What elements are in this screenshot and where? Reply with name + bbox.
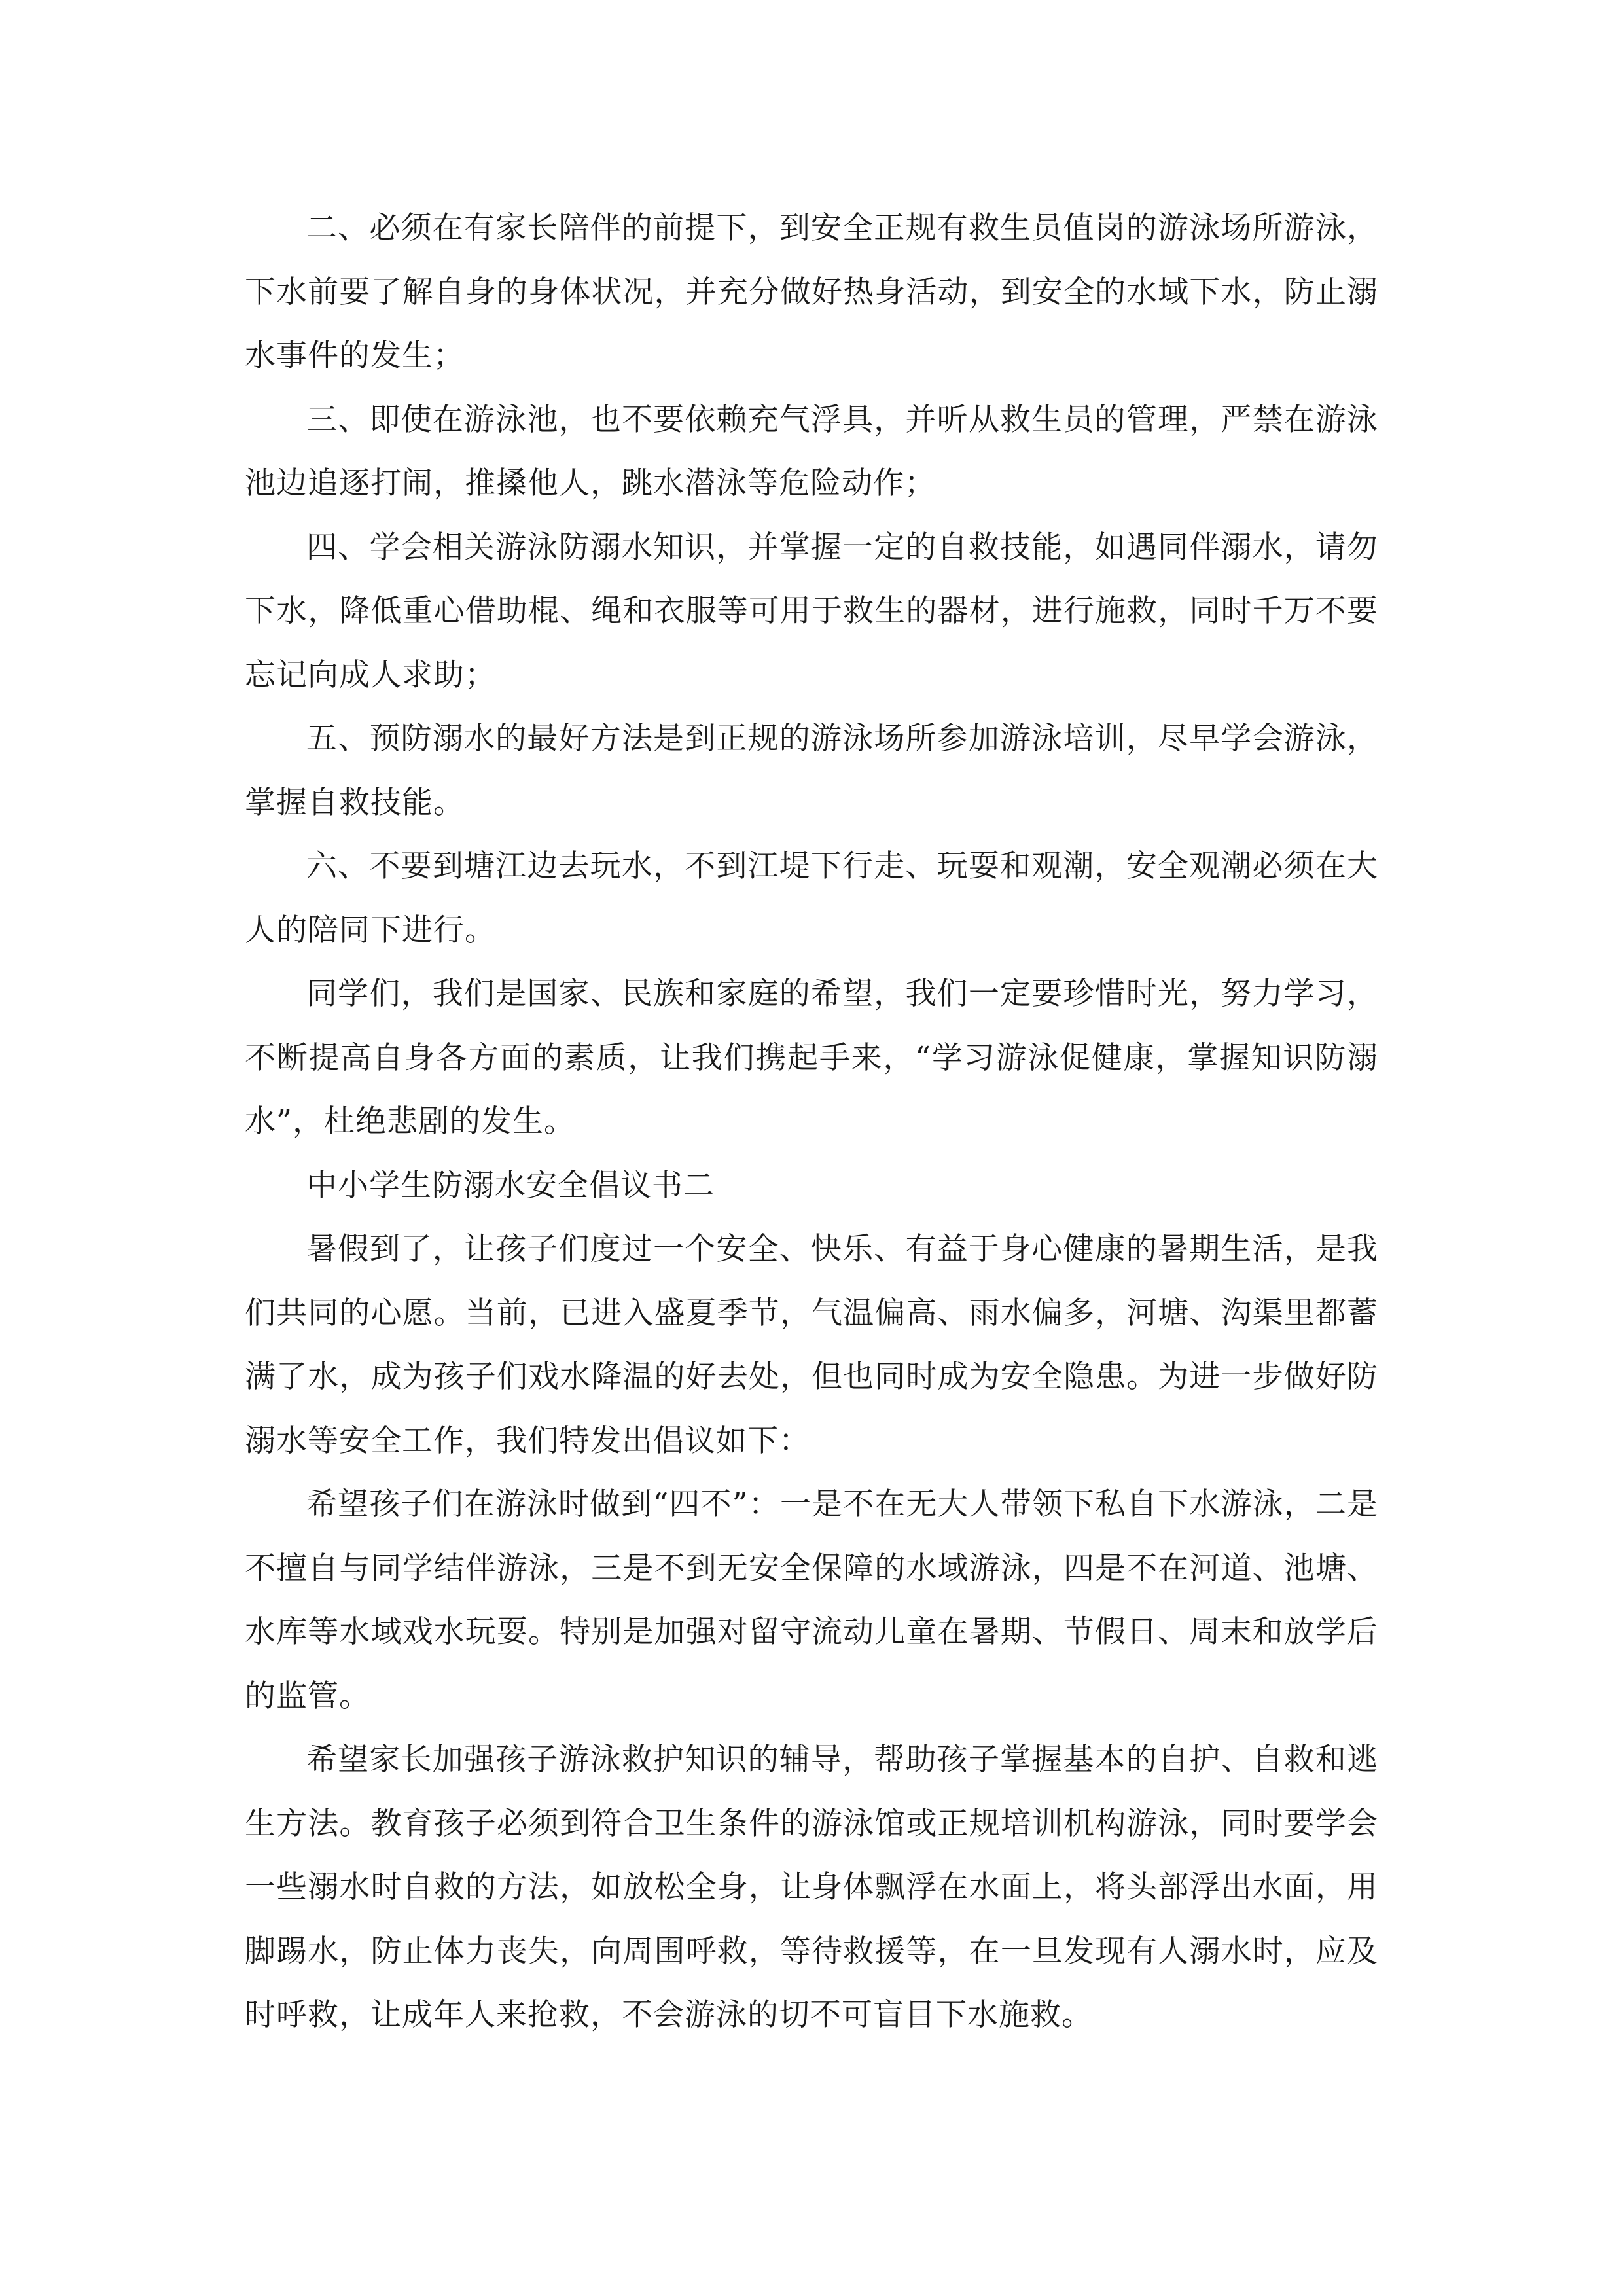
paragraph-rule-6: 六、不要到塘江边去玩水，不到江堤下行走、玩耍和观潮，安全观潮必须在大人的陪同下进行。 — [245, 848, 1378, 948]
section-title: 中小学生防溺水安全倡议书二 — [306, 1167, 715, 1204]
document-page — [245, 196, 1378, 2047]
paragraph-parents: 希望家长加强孩子游泳救护知识的辅导，帮助孩子掌握基本的自护、自救和逃生方法。教育孩子必须到符合卫生条件的游泳馆或正规培训机构游泳，同时要学会一些溺水时自救的方法，如放松全身，让身体飘浮在水面上，将头部浮出水面，用脚踢水，防止体力丧失，向周围呼救，等待救援等，在一旦发现有人溺水时，应及时呼救，让成年人来抢救，不会游泳的切不可盲目下水施救。 — [245, 1742, 1378, 2033]
paragraph-four-nots: 希望孩子们在游泳时做到“四不”：一是不在无大人带领下私自下水游泳，二是不擅自与同学结伴游泳，三是不到无安全保障的水域游泳，四是不在河道、池塘、水库等水域戏水玩耍。特别是加强对留守流动儿童在暑期、节假日、周末和放学后的监管。 — [245, 1486, 1378, 1714]
paragraph-rule-2: 二、必须在有家长陪伴的前提下，到安全正规有救生员值岗的游泳场所游泳，下水前要了解自身的身体状况，并充分做好热身活动，到安全的水域下水，防止溺水事件的发生； — [245, 210, 1378, 374]
paragraph-closing: 同学们，我们是国家、民族和家庭的希望，我们一定要珍惜时光，努力学习，不断提高自身各方面的素质，让我们携起手来，“学习游泳促健康，掌握知识防溺水”，杜绝悲剧的发生。 — [245, 976, 1378, 1139]
paragraph-rule-4: 四、学会相关游泳防溺水知识，并掌握一定的自救技能，如遇同伴溺水，请勿下水，降低重心借助棍、绳和衣服等可用于救生的器材，进行施救，同时千万不要忘记向成人求助； — [245, 529, 1378, 693]
paragraph-rule-5: 五、预防溺水的最好方法是到正规的游泳场所参加游泳培训，尽早学会游泳，掌握自救技能。 — [245, 721, 1378, 821]
paragraph-rule-3: 三、即使在游泳池，也不要依赖充气浮具，并听从救生员的管理，严禁在游泳池边追逐打闹，推搡他人，跳水潜泳等危险动作； — [245, 401, 1378, 501]
paragraph-intro: 暑假到了，让孩子们度过一个安全、快乐、有益于身心健康的暑期生活，是我们共同的心愿。当前，已进入盛夏季节，气温偏高、雨水偏多，河塘、沟渠里都蓄满了水，成为孩子们戏水降温的好去处，但也同时成为安全隐患。为进一步做好防溺水等安全工作，我们特发出倡议如下： — [245, 1231, 1378, 1459]
